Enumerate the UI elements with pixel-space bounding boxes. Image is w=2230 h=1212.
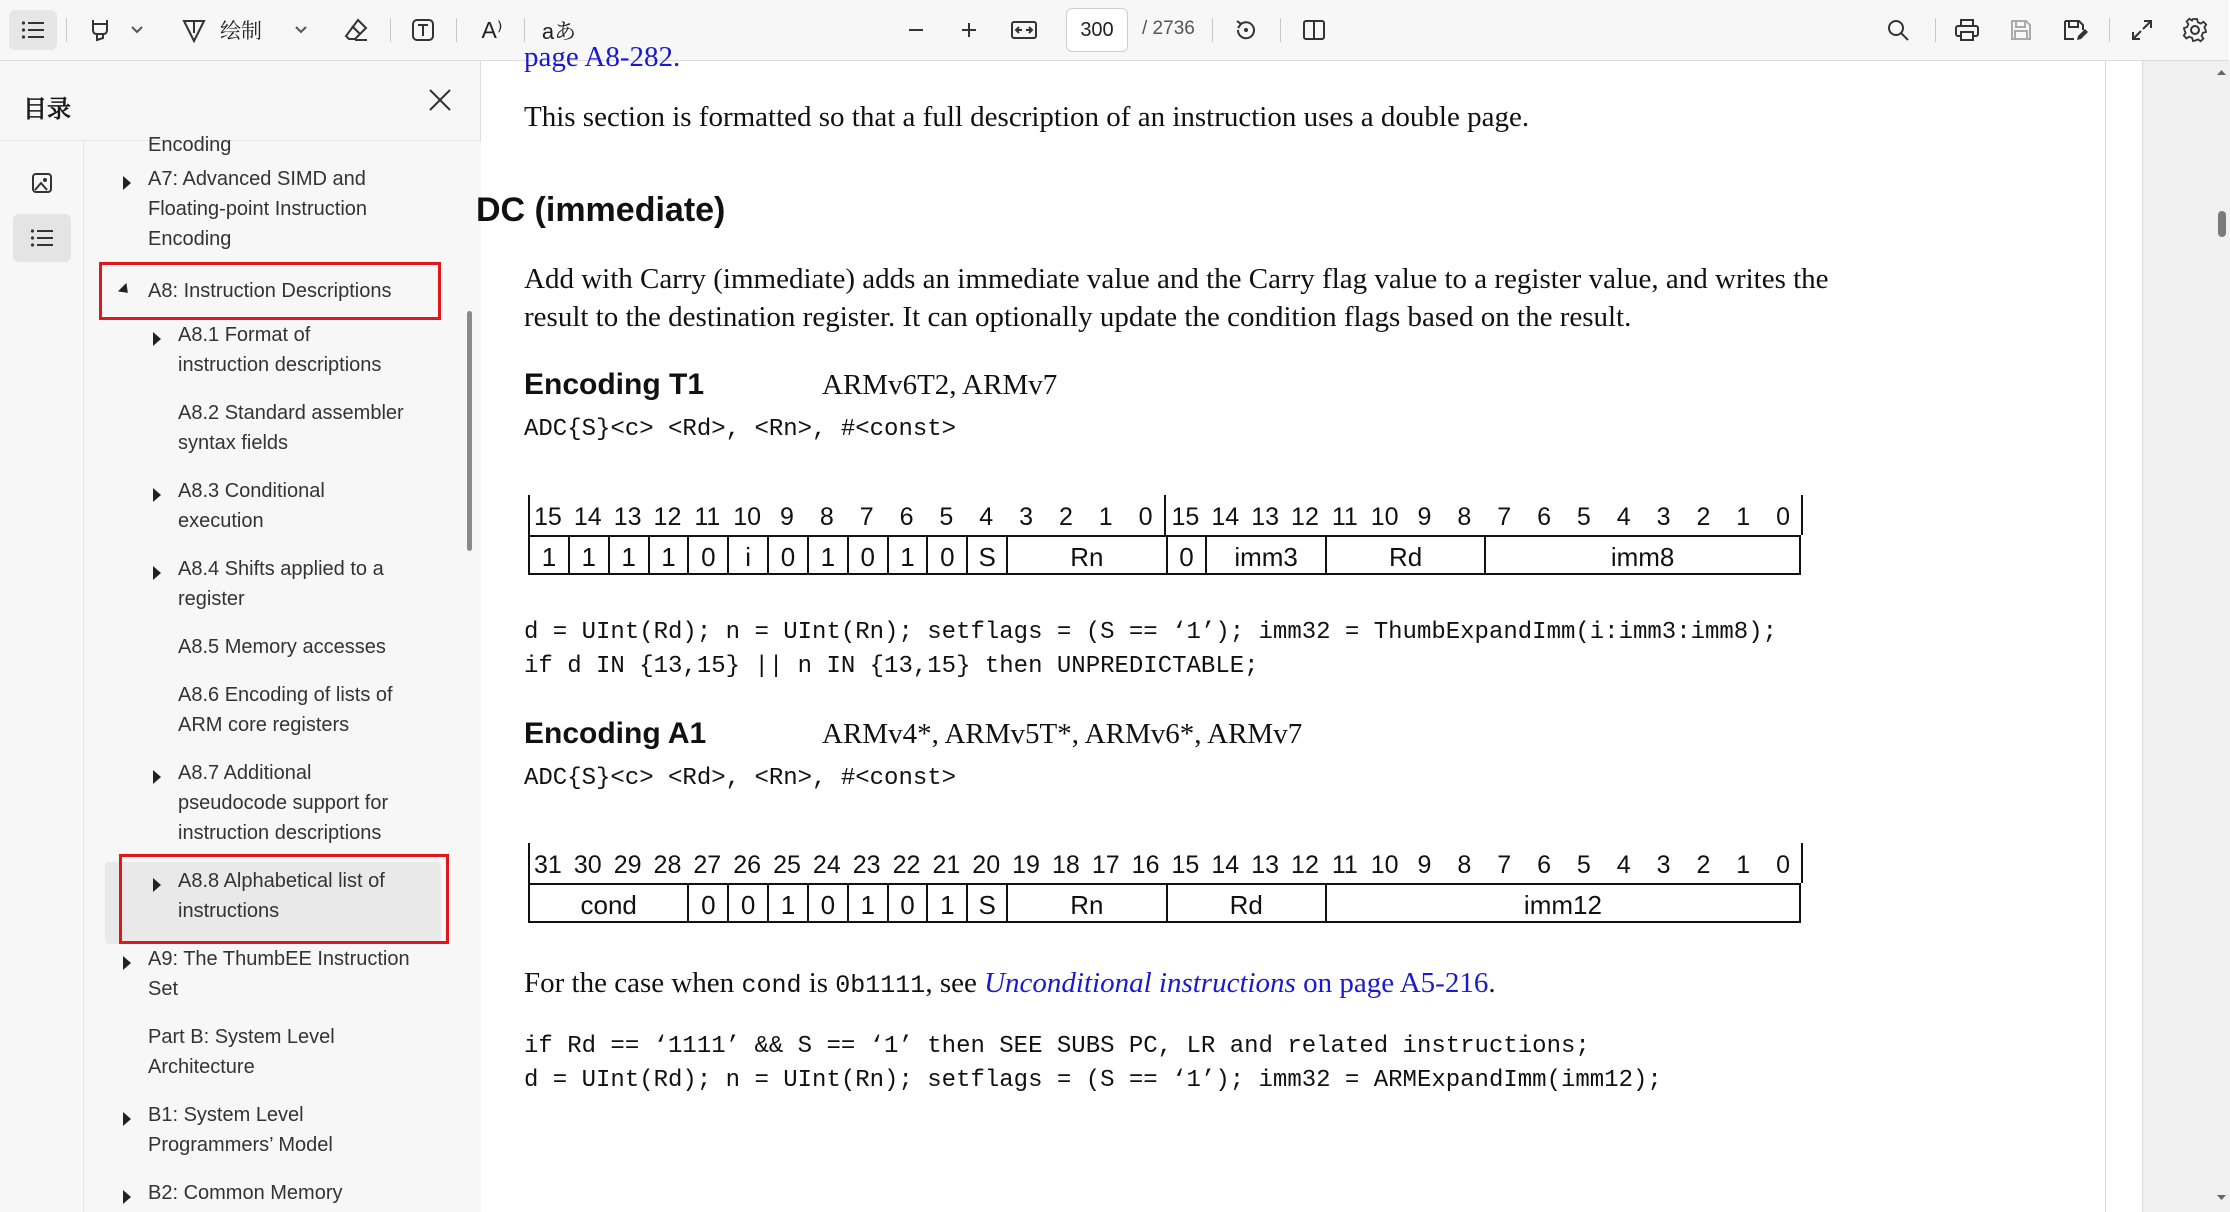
- encoding-field: 1: [767, 883, 807, 923]
- toolbar-separator: [1280, 18, 1281, 42]
- toc-item-a8-1[interactable]: [178, 320, 381, 380]
- toc-item-label: instruction descriptions: [178, 354, 382, 376]
- bit-number: 17: [1091, 851, 1120, 879]
- toc-item-a8-4[interactable]: [178, 554, 384, 614]
- bit-number: 4: [979, 503, 994, 531]
- encoding-field: 0: [767, 535, 807, 575]
- outline-tab[interactable]: [13, 214, 71, 262]
- sidebar-title: 目录: [23, 95, 71, 123]
- toc-item-b2[interactable]: [148, 1178, 343, 1208]
- two-page-icon: [1301, 18, 1327, 42]
- bit-number: 11: [694, 503, 721, 531]
- bit-number: 6: [1537, 503, 1551, 531]
- bit-number: 27: [693, 851, 722, 879]
- bit-number: 29: [613, 851, 642, 879]
- highlight-options-button[interactable]: [124, 10, 150, 50]
- encoding-a1-title: Encoding A1: [524, 717, 707, 750]
- save-button[interactable]: [2001, 10, 2041, 50]
- close-icon: [425, 85, 455, 115]
- case-text: is: [801, 967, 836, 999]
- bit-number: 14: [1211, 503, 1240, 531]
- sidebar-rail: [0, 141, 84, 1212]
- encoding-field: 0: [687, 883, 727, 923]
- toolbar-separator: [1212, 18, 1213, 42]
- expand-arrow-icon[interactable]: [153, 332, 161, 346]
- bit-number: 0: [1776, 851, 1791, 879]
- bit-number: 10: [1370, 503, 1399, 531]
- expand-arrow-icon[interactable]: [123, 956, 131, 970]
- bit-number: 14: [1211, 851, 1240, 879]
- toc-item-a8-7[interactable]: [178, 758, 388, 848]
- toolbar-separator: [1935, 18, 1936, 42]
- bit-number: 11: [1331, 851, 1358, 879]
- toc-tree: [85, 134, 481, 1212]
- bit-number: 18: [1051, 851, 1080, 879]
- toc-item-label: A8.4 Shifts applied to a: [178, 558, 384, 580]
- bit-number: 6: [899, 503, 914, 531]
- toc-item-label: instruction descriptions: [178, 822, 382, 844]
- print-icon: [1954, 18, 1980, 42]
- close-sidebar-button[interactable]: [425, 85, 455, 115]
- translate-icon: aあ: [541, 18, 577, 44]
- section-title: DC (immediate): [476, 191, 726, 229]
- encoding-field: 0: [847, 535, 887, 575]
- document-view: [476, 41, 2142, 1212]
- toc-item-label: B2: Common Memory: [148, 1182, 343, 1204]
- bit-number: 23: [852, 851, 881, 879]
- bit-number: 7: [859, 503, 874, 531]
- bit-number: 13: [1251, 503, 1280, 531]
- toc-item[interactable]: [148, 130, 231, 160]
- image-icon: [30, 171, 54, 195]
- toc-item-label: Encoding: [148, 134, 232, 156]
- bit-number: 13: [1251, 851, 1280, 879]
- encoding-field: S: [966, 883, 1006, 923]
- draw-button[interactable]: [180, 10, 290, 50]
- toc-item-a8-2[interactable]: [178, 398, 404, 458]
- encoding-field: 1: [807, 535, 847, 575]
- unconditional-instructions-link[interactable]: Unconditional instructions: [984, 967, 1296, 999]
- page-number-input[interactable]: 300: [1066, 8, 1128, 52]
- highlighter-icon: [87, 17, 113, 43]
- bit-number: 5: [1576, 503, 1591, 531]
- bit-number: 13: [613, 503, 642, 531]
- encoding-field: imm3: [1205, 535, 1325, 575]
- bit-number: 12: [1291, 851, 1319, 879]
- pen-icon: [180, 16, 208, 44]
- toc-item-label: execution: [178, 510, 264, 532]
- bit-number: 6: [1537, 851, 1551, 879]
- highlight-button[interactable]: [80, 10, 120, 50]
- expand-arrow-icon[interactable]: [153, 488, 161, 502]
- toc-item-label: A8.1 Format of: [178, 324, 311, 346]
- erase-button[interactable]: [336, 10, 376, 50]
- minus-icon: [906, 20, 926, 40]
- toc-item-a8-6[interactable]: [178, 680, 393, 740]
- encoding-field: 0: [887, 883, 927, 923]
- plus-icon: [959, 20, 979, 40]
- toc-item-label: Floating-point Instruction: [148, 198, 368, 220]
- save-icon: [2009, 18, 2033, 42]
- toc-scrollbar-thumb[interactable]: [467, 311, 472, 551]
- bit-number: 0: [1138, 503, 1153, 531]
- code-line: if d IN {13,15} || n IN {13,15} then UNPREDICTABLE;: [524, 653, 1259, 680]
- toc-item-label: Set: [148, 978, 179, 1000]
- toc-item-label: A8.8 Alphabetical list of: [178, 870, 385, 892]
- encoding-t1-arch: ARMv6T2, ARMv7: [822, 369, 1058, 401]
- page-reference-link[interactable]: page A8-282.: [524, 41, 681, 73]
- page-link[interactable]: on page A5-216: [1295, 967, 1489, 999]
- bit-number: 20: [972, 851, 1001, 879]
- bit-number: 10: [1370, 851, 1399, 879]
- encoding-field: imm12: [1325, 883, 1801, 923]
- bit-number: 25: [773, 851, 801, 879]
- encoding-t1-table: [528, 495, 1803, 575]
- case-text: , see: [925, 967, 985, 999]
- bit-number: 19: [1012, 851, 1040, 879]
- encoding-field: Rn: [1006, 535, 1165, 575]
- code-line: d = UInt(Rd); n = UInt(Rn); setflags = (S == ‘1’); imm32 = ThumbExpandImm(i:imm3:imm8);: [524, 619, 1778, 646]
- page-total: / 2736: [1142, 18, 1195, 39]
- toc-item-label: A8.7 Additional: [178, 762, 312, 784]
- encoding-field: 0: [687, 535, 727, 575]
- encoding-field: 1: [648, 535, 688, 575]
- toolbar-separator: [2109, 18, 2110, 42]
- toc-item-label: Programmers’ Model: [148, 1134, 333, 1156]
- encoding-t1-title: Encoding T1: [524, 368, 704, 401]
- save-as-button[interactable]: [2055, 10, 2095, 50]
- encoding-field: i: [727, 535, 767, 575]
- document-scroll-area: [2142, 61, 2229, 1212]
- encoding-field: 1: [847, 883, 887, 923]
- document-scrollbar-thumb[interactable]: [2218, 211, 2226, 237]
- toc-item-label: A9: The ThumbEE Instruction: [148, 948, 410, 970]
- toolbar-separator: [524, 18, 525, 42]
- bit-number: 5: [939, 503, 954, 531]
- bit-number: 4: [1616, 851, 1631, 879]
- print-button[interactable]: [1947, 10, 1987, 50]
- page-view-button[interactable]: [1294, 10, 1334, 50]
- text-box-icon: [410, 17, 436, 43]
- encoding-field: 0: [1166, 535, 1206, 575]
- encoding-field: 1: [887, 535, 927, 575]
- bit-number: 5: [1576, 851, 1591, 879]
- list-icon: [30, 228, 54, 248]
- toc-item-label: A8.2 Standard assembler: [178, 402, 404, 424]
- bit-number: 12: [1291, 503, 1319, 531]
- toolbar-separator: [390, 18, 391, 42]
- case-cond: cond: [741, 971, 802, 1000]
- bit-number: 3: [1656, 503, 1671, 531]
- toc-item-label: A8.3 Conditional: [178, 480, 325, 502]
- bit-number: 15: [1171, 503, 1200, 531]
- scroll-up-icon[interactable]: [2213, 65, 2230, 79]
- search-icon: [1886, 18, 1910, 42]
- fullscreen-button[interactable]: [2122, 10, 2162, 50]
- bit-number: 11: [1331, 503, 1358, 531]
- expand-arrow-icon[interactable]: [123, 1190, 131, 1204]
- expand-arrow-icon[interactable]: [153, 770, 161, 784]
- zoom-in-button[interactable]: [949, 10, 989, 50]
- toc-item-label: A8.5 Memory accesses: [178, 636, 386, 658]
- eraser-icon: [343, 17, 369, 43]
- bit-number: 14: [573, 503, 602, 531]
- toolbar-separator: [66, 18, 67, 42]
- encoding-field: 0: [727, 883, 767, 923]
- encoding-field: cond: [528, 883, 687, 923]
- code-line: d = UInt(Rd); n = UInt(Rn); setflags = (S == ‘1’); imm32 = ARMExpandImm(imm12);: [524, 1067, 1662, 1094]
- intro-paragraph: This section is formatted so that a full description of an instruction uses a double page.: [524, 101, 1530, 133]
- rotate-icon: [1233, 17, 1259, 43]
- scroll-down-icon[interactable]: [2213, 1191, 2230, 1205]
- toc-item-label: A8.6 Encoding of lists of: [178, 684, 393, 706]
- code-line: if Rd == ‘1111’ && S == ‘1’ then SEE SUBS PC, LR and related instructions;: [524, 1033, 1590, 1060]
- description-line: result to the destination register. It can optionally update the condition flags based on the result.: [524, 301, 1632, 333]
- encoding-field: Rd: [1166, 883, 1325, 923]
- bit-number: 8: [1457, 851, 1472, 879]
- bit-number: 16: [1131, 851, 1160, 879]
- encoding-t1-syntax: ADC{S}<c> <Rd>, <Rn>, #<const>: [524, 416, 957, 443]
- toc-item-label: A7: Advanced SIMD and: [148, 168, 366, 190]
- sidebar-header: [0, 61, 481, 141]
- bit-number: 9: [1417, 503, 1432, 531]
- read-aloud-button[interactable]: [470, 10, 514, 50]
- bit-number: 31: [534, 851, 562, 879]
- toc-item-a9[interactable]: [148, 944, 410, 1004]
- expand-arrow-icon[interactable]: [153, 566, 161, 580]
- encoding-field: Rd: [1325, 535, 1484, 575]
- bit-number: 2: [1696, 503, 1711, 531]
- chevron-down-icon: [130, 25, 144, 35]
- bit-number: 9: [780, 503, 794, 531]
- case-text: For the case when: [524, 967, 742, 999]
- toc-item-a7[interactable]: [148, 164, 367, 254]
- toc-sidebar: [0, 61, 481, 1212]
- toc-item-label: Encoding: [148, 228, 232, 250]
- toc-item-a8[interactable]: [148, 276, 391, 306]
- toc-item-label: ARM core registers: [178, 714, 350, 736]
- encoding-field: Rn: [1006, 883, 1165, 923]
- list-icon: [21, 20, 45, 40]
- encoding-a1-syntax: ADC{S}<c> <Rd>, <Rn>, #<const>: [524, 765, 957, 792]
- toolbar-separator: [456, 18, 457, 42]
- toc-item-a8-5[interactable]: [178, 632, 386, 662]
- encoding-field: 1: [926, 883, 966, 923]
- draw-options-button[interactable]: [288, 10, 314, 50]
- toc-item-label: A8: Instruction Descriptions: [148, 280, 392, 302]
- case-paragraph: [524, 967, 1496, 1000]
- encoding-field: 1: [608, 535, 648, 575]
- case-value: 0b1111: [835, 971, 926, 1000]
- bit-number: 28: [653, 851, 682, 879]
- add-text-button[interactable]: [403, 10, 443, 50]
- zoom-out-button[interactable]: [896, 10, 936, 50]
- toc-item-a8-3[interactable]: [178, 476, 325, 536]
- read-aloud-icon: A⁾: [481, 16, 503, 43]
- encoding-field: 0: [926, 535, 966, 575]
- toc-item-label: B1: System Level: [148, 1104, 304, 1126]
- bit-number: 22: [892, 851, 921, 879]
- bit-number: 24: [812, 851, 841, 879]
- toc-item-label: syntax fields: [178, 432, 289, 454]
- bit-number: 12: [653, 503, 682, 531]
- toolbar: [0, 0, 2229, 61]
- expand-arrow-icon[interactable]: [123, 176, 131, 190]
- bit-number: 26: [733, 851, 762, 879]
- toc-item-label: register: [178, 588, 245, 610]
- encoding-field: 1: [568, 535, 608, 575]
- bit-number: 7: [1497, 503, 1512, 531]
- bit-number: 8: [819, 503, 834, 531]
- expand-arrow-icon[interactable]: [153, 878, 161, 892]
- bit-number: 0: [1776, 503, 1791, 531]
- encoding-a1-table: [528, 843, 1803, 923]
- bit-number: 10: [733, 503, 762, 531]
- thumbnails-tab[interactable]: [13, 159, 71, 207]
- draw-label: 绘制: [220, 20, 262, 43]
- search-button[interactable]: [1878, 10, 1918, 50]
- toc-item-label: pseudocode support for: [178, 792, 389, 814]
- bit-number: 1: [1098, 503, 1113, 531]
- bit-number: 1: [1736, 503, 1751, 531]
- bit-number: 1: [1736, 851, 1751, 879]
- page-edge: [2105, 61, 2106, 1212]
- toc-item-label: Part B: System Level: [148, 1026, 335, 1048]
- bit-number: 9: [1417, 851, 1432, 879]
- bit-number: 3: [1656, 851, 1671, 879]
- bit-number: 2: [1058, 503, 1073, 531]
- bit-number: 2: [1696, 851, 1711, 879]
- toc-toggle-button[interactable]: [9, 10, 57, 50]
- gear-icon: [2182, 17, 2208, 43]
- toc-item-label: instructions: [178, 900, 280, 922]
- bit-number: 7: [1497, 851, 1512, 879]
- encoding-field: S: [966, 535, 1006, 575]
- encoding-field: 1: [528, 535, 568, 575]
- encoding-field: 0: [807, 883, 847, 923]
- chevron-down-icon: [294, 25, 308, 35]
- bit-number: 3: [1019, 503, 1033, 531]
- bit-number: 30: [573, 851, 602, 879]
- bit-number: 4: [1616, 503, 1631, 531]
- encoding-a1-arch: ARMv4*, ARMv5T*, ARMv6*, ARMv7: [822, 718, 1303, 750]
- encoding-field: imm8: [1484, 535, 1801, 575]
- expand-icon: [2130, 18, 2154, 42]
- bit-number: 15: [1171, 851, 1200, 879]
- toc-item-b1[interactable]: [148, 1100, 333, 1160]
- fit-width-button[interactable]: [1004, 10, 1044, 50]
- rotate-button[interactable]: [1226, 10, 1266, 50]
- save-as-icon: [2062, 18, 2088, 42]
- toc-item-label: Architecture: [148, 1056, 255, 1078]
- fit-width-icon: [1010, 19, 1038, 41]
- bit-number: 15: [534, 503, 562, 531]
- bit-number: 8: [1457, 503, 1472, 531]
- toc-item-part-b[interactable]: [148, 1022, 335, 1082]
- description-line: Add with Carry (immediate) adds an immediate value and the Carry flag value to a register value, and writes the: [524, 263, 1829, 295]
- expand-arrow-icon[interactable]: [123, 1112, 131, 1126]
- bit-number: 21: [932, 851, 961, 879]
- case-text: .: [1488, 967, 1496, 999]
- settings-button[interactable]: [2175, 10, 2215, 50]
- toc-item-a8-8[interactable]: [178, 866, 385, 926]
